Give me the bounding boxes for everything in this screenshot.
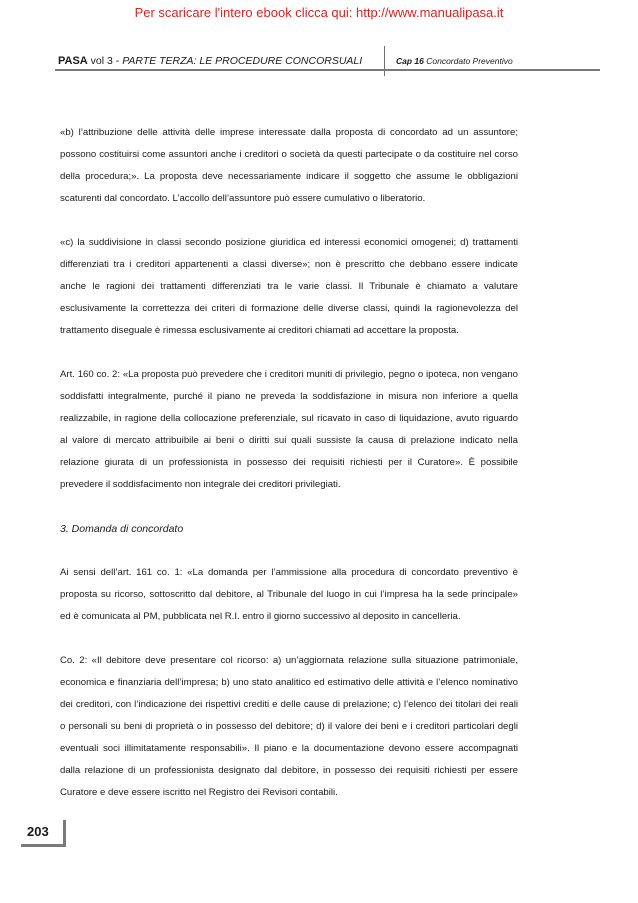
paragraph: «b) l’attribuzione delle attività delle imprese interessate dalla proposta di concordato ad un assuntore; possono costituirsi come assuntori anche i creditori o società da questi partecipate o da costituire nel corso della procedura;». La proposta deve necessariamente indicare il soggetto che assume le obbligazioni scaturenti dal concordato. L’accollo dell’assuntore può essere cumulativo o liberatorio. — [60, 127, 518, 204]
download-banner-link[interactable]: Per scaricare l'intero ebook clicca qui: http://www.manualipasa.it — [134, 5, 504, 20]
page-number-rule-vertical — [63, 820, 66, 844]
header-brand: PASA — [58, 55, 88, 67]
page-number: 203 — [27, 824, 49, 839]
running-header-left — [58, 54, 362, 68]
section-heading: 3. Domanda di concordato — [60, 523, 184, 535]
header-rule — [55, 69, 600, 71]
paragraph: Co. 2: «Il debitore deve presentare col ricorso: a) un’aggiornata relazione sulla situazione patrimoniale, economica e finanziaria dell’impresa; b) uno stato analitico ed estimativo delle attività e l’elenco nominativo dei creditori, con l’indicazione dei rispettivi crediti e delle cause di prelazione; c) l’elenco dei titolari dei reali o personali su beni di proprietà o in possesso del debitore; d) il valore dei beni e i creditori particolari degli eventuali soci illimitatamente responsabili». Il piano e la documentazione devono essere accompagnati dalla relazione di un professionista designato dal debitore, in possesso dei requisiti richiesti per essere Curatore e deve essere iscritto nel Registro dei Revisori contabili. — [60, 655, 518, 798]
header-chapter-label: Cap 16 — [396, 56, 424, 66]
paragraph: Art. 160 co. 2: «La proposta può prevedere che i creditori muniti di privilegio, pegno o ipoteca, non vengano soddisfatti integralmente, purché il piano ne preveda la soddisfazione in misura non inferiore a quella realizzabile, in ragione della collocazione preferenziale, sul ricavato in caso di liquidazione, avuto riguardo al valore di mercato attribuibile ai beni o diritti sui quali sussiste la causa di prelazione indicato nella relazione giurata di un professionista in possesso dei requisiti richiesti per il Curatore». È possibile prevedere il soddisfacimento non integrale dei creditori privilegiati. — [60, 369, 518, 490]
page-number-rule-horizontal — [21, 844, 66, 847]
paragraph: «c) la suddivisione in classi secondo posizione giuridica ed interessi economici omogenei; d) trattamenti differenziati tra i creditori appartenenti a classi diverse»; non è prescritto che debbano essere indicate anche le ragioni dei trattamenti differenziati tra le varie classi. Il Tribunale è chiamato a valutare esclusivamente la correttezza dei criteri di formazione delle diverse classi, quindi la ragionevolezza del trattamento diseguale è rimessa esclusivamente ai creditori chiamati ad accettare la proposta. — [60, 237, 518, 336]
header-part: PARTE TERZA: LE PROCEDURE CONCORSUALI — [122, 55, 363, 67]
header-separator — [384, 46, 385, 76]
paragraph: Ai sensi dell’art. 161 co. 1: «La domanda per l’ammissione alla procedura di concordato preventivo è proposta su ricorso, sottoscritto dal debitore, al Tribunale del luogo in cui l’impresa ha la sede principale» ed è comunicata al PM, pubblicata nel R.I. entro il giorno successivo al deposito in cancelleria. — [60, 567, 518, 622]
page-body — [60, 122, 518, 826]
header-volume: vol 3 - — [87, 55, 123, 67]
running-header-right — [396, 55, 513, 67]
header-chapter-title: Concordato Preventivo — [423, 56, 513, 66]
